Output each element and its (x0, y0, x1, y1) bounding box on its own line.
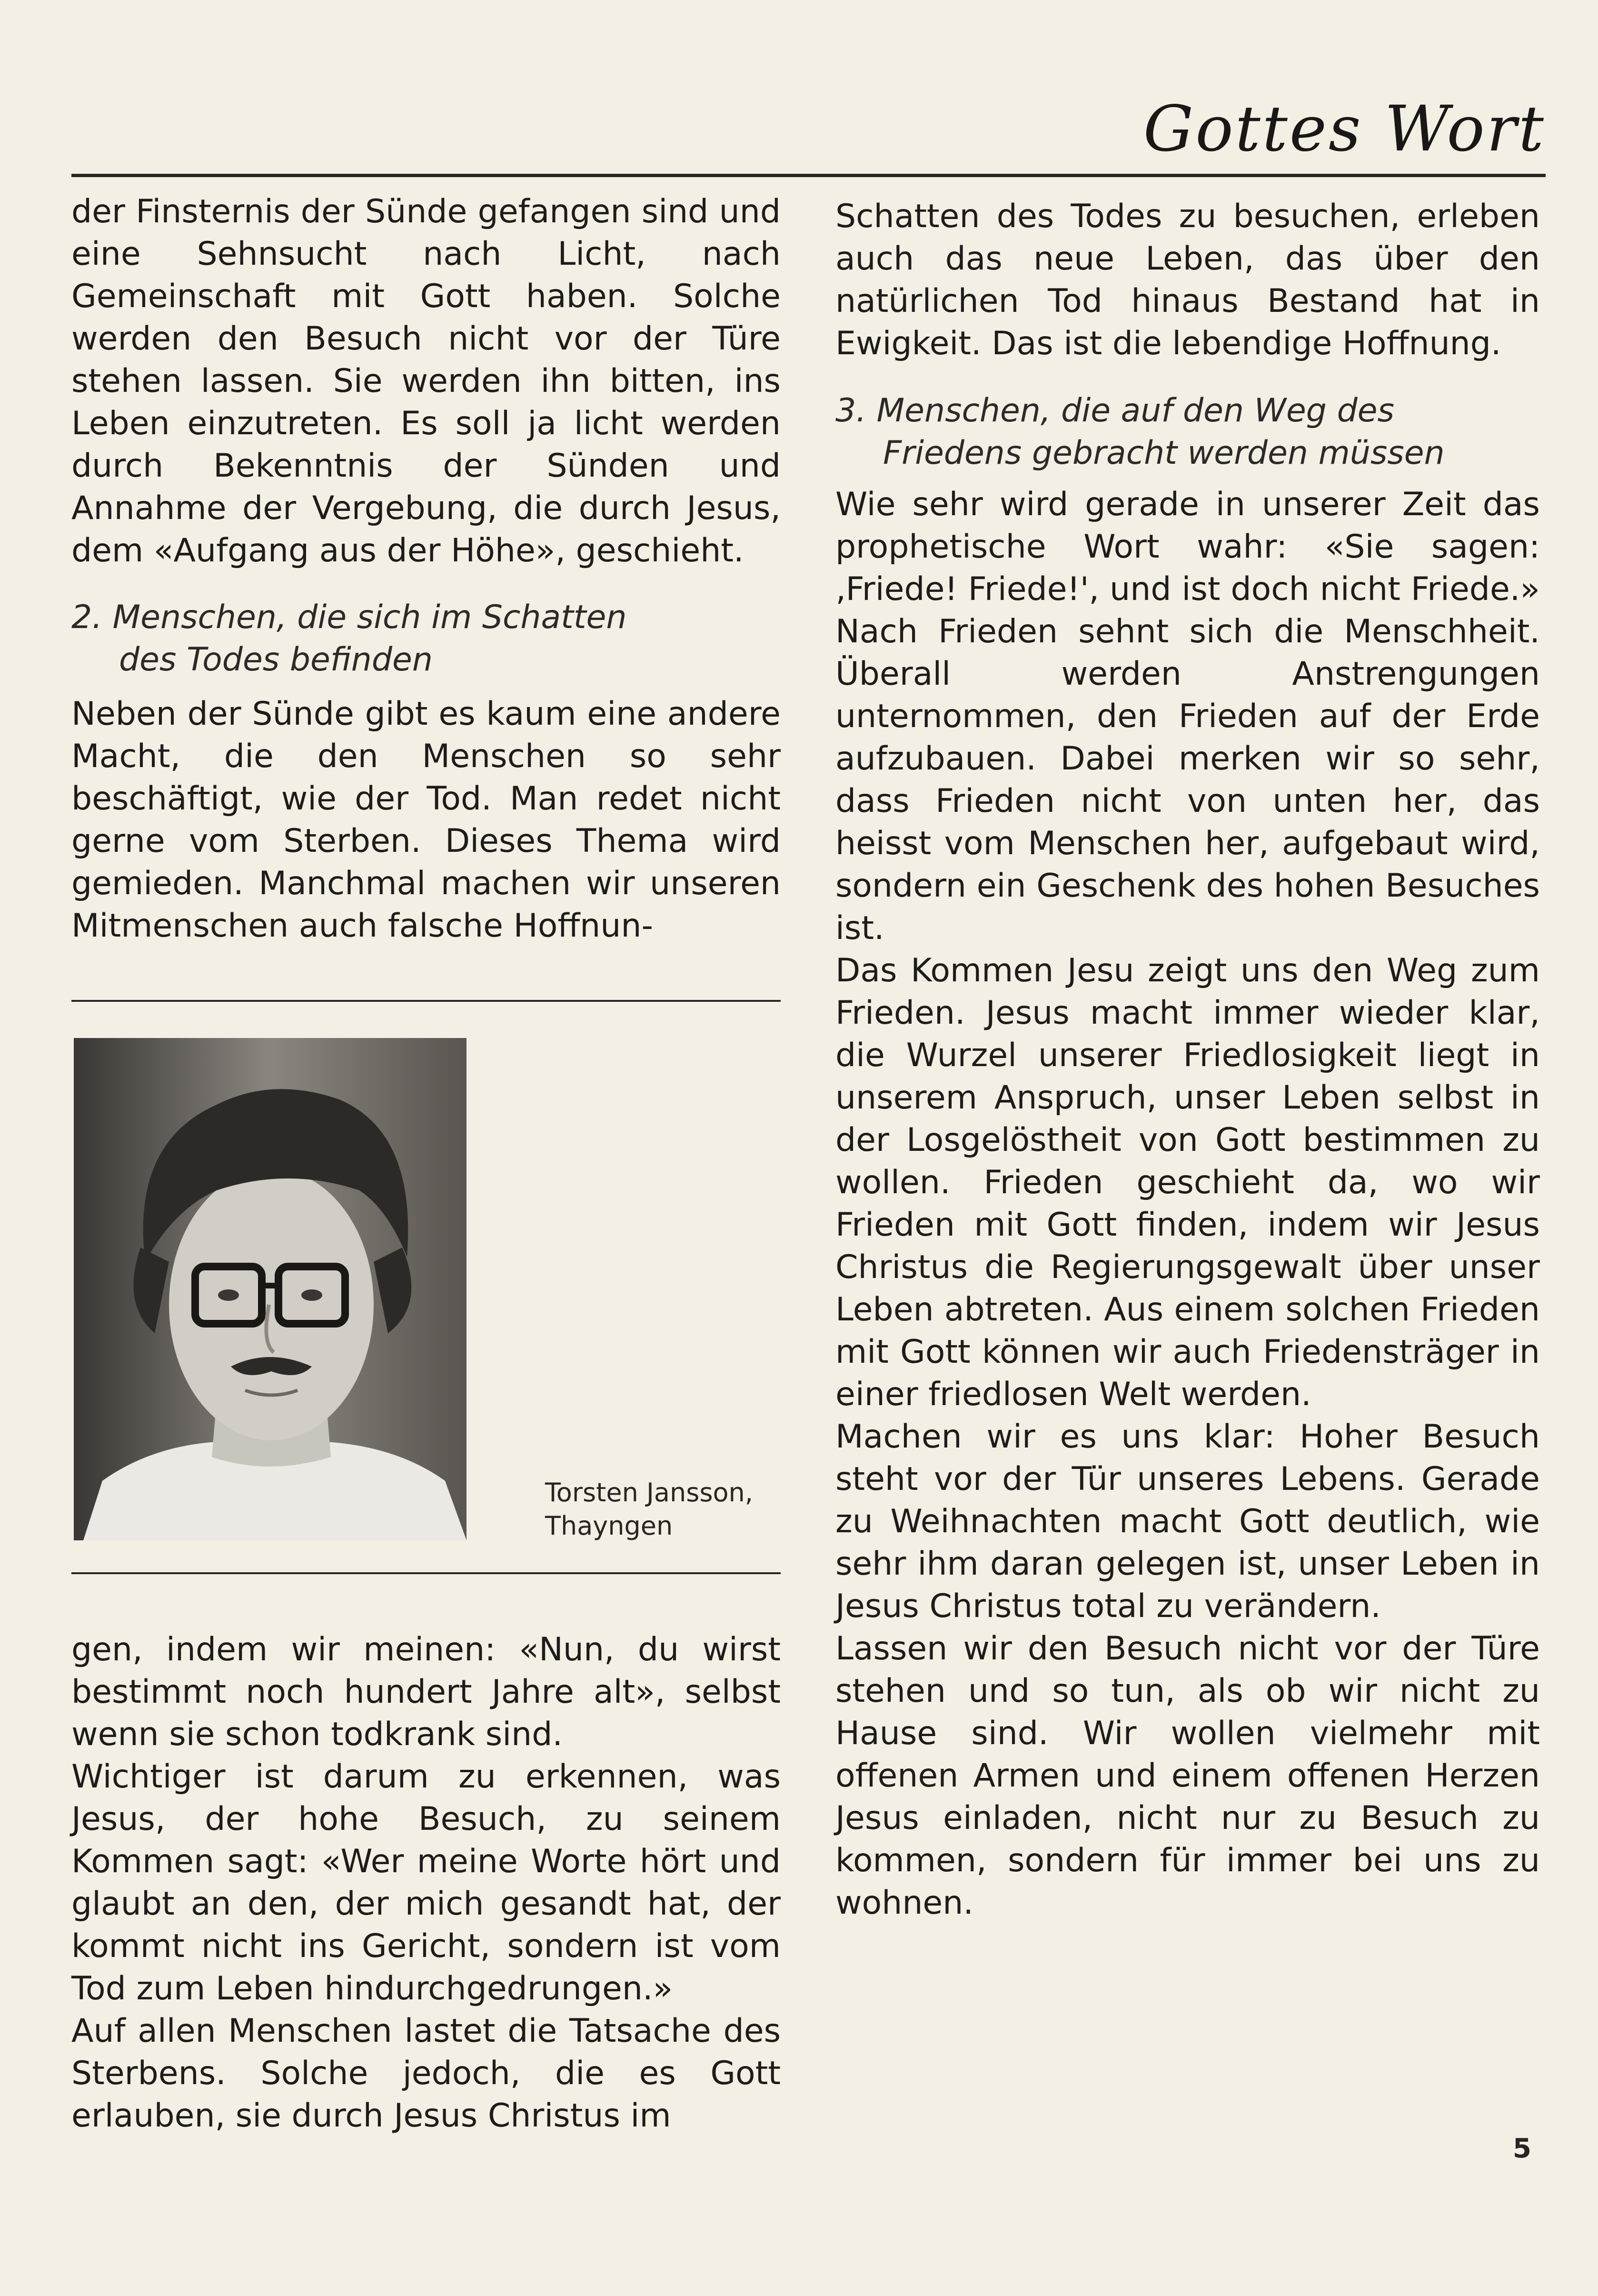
caption-name: Torsten Jansson, (545, 1477, 753, 1507)
paragraph: Das Kommen Jesu zeigt uns den Weg zum Frieden. Jesus macht immer wieder klar, die Wurzel unserer Friedlosigkeit liegt in unserem Anspruch, unser Leben selbst in der Losgelöstheit von Gott bestimmen zu wollen. Frieden geschieht da, wo wir Frieden mit Gott finden, indem wir Jesus Christus die Regierungsgewalt über unser Leben abtreten. Aus einem solchen Frieden mit Gott können wir auch Friedensträger in einer friedlosen Welt werden. (835, 952, 1540, 1413)
photo-caption (545, 1476, 753, 1543)
paragraph: gen, indem wir meinen: «Nun, du wirst bestimmt noch hundert Jahre alt», selbst wenn sie schon todkrank sind. (71, 1631, 781, 1753)
section-3-text (835, 483, 1540, 1924)
paragraph: Machen wir es uns klar: Hoher Besuch steht vor der Tür unseres Lebens. Gerade zu Weihnachten macht Gott deutlich, wie sehr ihm daran gelegen ist, unser Leben in Jesus Christus total zu verändern. (835, 1418, 1540, 1625)
section-3-heading-line1: 3. Menschen, die auf den Weg des (835, 392, 1394, 429)
paragraph: Wie sehr wird gerade in unserer Zeit das prophetische Wort wahr: «Sie sagen: ‚Friede! Friede!', und ist doch nicht Friede.» Nach Frieden sehnt sich die Menschheit. Überall werden Anstrengungen unternommen, den Frieden auf der Erde aufzubauen. Dabei merken wir so sehr, dass Frieden nicht von unten her, das heisst vom Menschen her, aufgebaut wird, sondern ein Geschenk des hohen Besuches ist. (835, 486, 1540, 947)
col2-top-text (835, 195, 1540, 365)
section-2-heading-line1: 2. Menschen, die sich im Schatten (71, 599, 627, 636)
section-2-text (71, 693, 781, 947)
photo-top-rule (71, 1000, 781, 1002)
caption-location: Thayngen (545, 1511, 673, 1541)
section-2-heading-line2: des Todes befinden (119, 641, 433, 679)
section-title: Gottes Wort (1143, 92, 1546, 166)
paragraph: Neben der Sünde gibt es kaum eine andere Macht, die den Menschen so sehr beschäftigt, wie der Tod. Man redet nicht gerne vom Sterben. Dieses Thema wird gemieden. Manchmal machen wir unseren Mitmenschen auch falsche Hoffnun- (71, 695, 781, 945)
portrait-photo (74, 1038, 466, 1540)
photo-bottom-rule (71, 1572, 781, 1574)
paragraph: Wichtiger ist darum zu erkennen, was Jesus, der hohe Besuch, zu seinem Kommen sagt: «Wer meine Worte hört und glaubt an den, der mich gesandt hat, der kommt nicht ins Gericht, sondern ist vom Tod zum Leben hindurchgedrungen.» (71, 1758, 781, 2007)
paragraph: Lassen wir den Besuch nicht vor der Türe stehen und so tun, als ob wir nicht zu Hause sind. Wir wollen vielmehr mit offenen Armen und einem offenen Herzen Jesus einladen, nicht nur zu Besuch zu kommen, sondern für immer bei uns zu wohnen. (835, 1630, 1540, 1922)
section-3-heading (835, 389, 1540, 474)
paragraph: Auf allen Menschen lastet die Tatsache des Sterbens. Solche jedoch, die es Gott erlauben, sie durch Jesus Christus im (71, 2012, 781, 2135)
page-number: 5 (1513, 2133, 1531, 2164)
col1-top-text (71, 190, 781, 572)
paragraph: Schatten des Todes zu besuchen, erleben auch das neue Leben, das über den natürlichen Tod hinaus Bestand hat in Ewigkeit. Das ist die lebendige Hoffnung. (835, 198, 1540, 362)
header-rule (71, 174, 1546, 177)
col1-bottom-text (71, 1628, 781, 2137)
section-3-heading-line2: Friedens gebracht werden müssen (883, 434, 1445, 472)
paragraph: der Finsternis der Sünde gefangen sind und eine Sehnsucht nach Licht, nach Gemeinschaft mit Gott haben. Solche werden den Besuch nicht vor der Türe stehen lassen. Sie werden ihn bitten, ins Leben einzutreten. Es soll ja licht werden durch Bekenntnis der Sünden und Annahme der Vergebung, die durch Jesus, dem «Aufgang aus der Höhe», geschieht. (71, 193, 781, 569)
section-2-heading (71, 596, 781, 681)
